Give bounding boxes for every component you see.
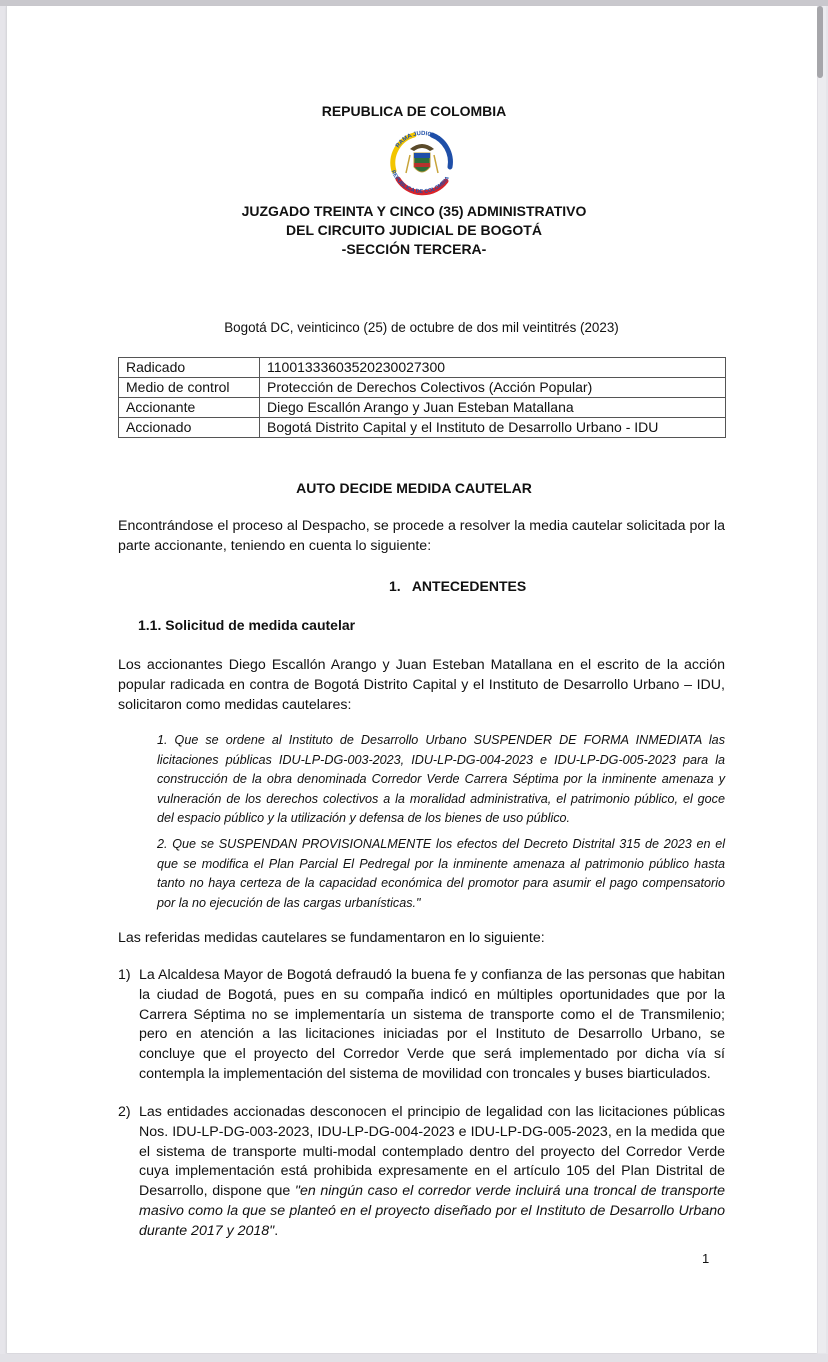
item-text-trailing: .	[274, 1222, 279, 1239]
document-title: AUTO DECIDE MEDIDA CAUTELAR	[296, 480, 532, 496]
section-heading-antecedentes: 1. ANTECEDENTES	[389, 578, 527, 594]
table-row	[119, 378, 726, 398]
court-section: -SECCIÓN TERCERA-	[341, 241, 487, 257]
date-line: Bogotá DC, veinticinco (25) de octubre de dos mil veintitrés (2023)	[224, 320, 619, 335]
row-label: Medio de control	[119, 378, 260, 398]
item-number: 2)	[118, 1104, 131, 1120]
row-value: 11001333603520230027300	[260, 358, 726, 378]
grounds-intro: Las referidas medidas cautelares se fundamentaron en lo siguiente:	[118, 930, 545, 946]
item-text-quote: "en ningún caso el corredor verde incluirá una troncal de transporte masivo como la que se planteó en el proyecto diseñado por el Instituto de Desarrollo Urbano durante 2017 y 2018"	[139, 1183, 726, 1239]
ground-item-1	[118, 966, 725, 1085]
quoted-request-1: 1. Que se ordene al Instituto de Desarrollo Urbano SUSPENDER DE FORMA INMEDIATA las licitaciones públicas IDU-LP-DG-003-2023, IDU-LP-DG-004-2023 e IDU-LP-DG-005-2023 para la construcción de la obra denominada Corredor Verde Carrera Séptima por la inminente amenaza y vulneración de los derechos colectivos a la moralidad administrativa, el patrimonio público, el goce del espacio público y la utilización y defensa de los bienes de uso público.	[157, 733, 725, 826]
accionantes-paragraph: Los accionantes Diego Escallón Arango y Juan Esteban Matallana en el escrito de la acción popular radicada en contra de Bogotá Distrito Capital y el Instituto de Desarrollo Urbano – IDU, solicitaron como medidas cautelares:	[118, 657, 725, 713]
row-value: Bogotá Distrito Capital y el Instituto de Desarrollo Urbano - IDU	[260, 418, 726, 438]
item-text: La Alcaldesa Mayor de Bogotá defraudó la buena fe y confianza de las personas que habitan la ciudad de Bogotá, pues en su compaña indicó en múltiples oportunidades que por la Carrera Séptima no se implementaría un sistema de transporte como el de Transmilenio; pero en atención a las licitaciones iniciadas por el Instituto de Desarrollo Urbano, se concluye que el proyecto del Corredor Verde que será implementado por dicha vía sí contempla la implementación del sistema de movilidad con troncales y buses biarticulados.	[139, 967, 725, 1082]
viewer-bottom-edge	[0, 1354, 828, 1362]
country-heading: REPUBLICA DE COLOMBIA	[321, 103, 507, 119]
row-value: Diego Escallón Arango y Juan Esteban Matallana	[260, 398, 726, 418]
table-row	[119, 418, 726, 438]
item-text-plain: Las entidades accionadas desconocen el principio de legalidad con las licitaciones públicas Nos. IDU-LP-DG-003-2023, IDU-LP-DG-004-2023 e IDU-LP-DG-005-2023, en la medida que el sistema de transporte multi-modal contemplado dentro del proyecto del Corredor Verde cuya implementación está prohibida expresamente en el artículo 105 del Plan Distrital de Desarrollo, dispone que	[139, 1104, 725, 1200]
court-name-line1: JUZGADO TREINTA Y CINCO (35) ADMINISTRATIVO	[241, 203, 587, 219]
svg-text:REPUBLICA DE COLOMBIA: REPUBLICA DE COLOMBIA	[389, 169, 451, 196]
table-row	[119, 398, 726, 418]
rama-judicial-seal-icon	[380, 127, 464, 197]
case-info-table	[118, 357, 726, 438]
quoted-request-2: 2. Que se SUSPENDAN PROVISIONALMENTE los efectos del Decreto Distrital 315 de 2023 en el que se modifica el Plan Parcial El Pedregal por la inminente amenaza al patrimonio público hasta tanto no haya certeza de la capacidad económica del promotor para asumir el pago compensatorio por la no ejecución de las cargas urbanísticas."	[157, 837, 725, 910]
table-row	[119, 358, 726, 378]
ground-item-2	[118, 1103, 725, 1242]
item-text	[139, 1103, 725, 1242]
row-value: Protección de Derechos Colectivos (Acción Popular)	[260, 378, 726, 398]
court-name-line2: DEL CIRCUITO JUDICIAL DE BOGOTÁ	[286, 222, 542, 238]
row-label: Accionado	[119, 418, 260, 438]
row-label: Accionante	[119, 398, 260, 418]
scrollbar-thumb[interactable]	[817, 6, 823, 78]
item-number: 1)	[118, 967, 131, 983]
subsection-heading: 1.1. Solicitud de medida cautelar	[138, 617, 356, 633]
page-number: 1	[702, 1251, 710, 1266]
intro-paragraph: Encontrándose el proceso al Despacho, se procede a resolver la media cautelar solicitada por la parte accionante, teniendo en cuenta lo siguiente:	[118, 518, 725, 554]
row-label: Radicado	[119, 358, 260, 378]
svg-text:RAMA JUDICIAL: RAMA JUDICIAL	[395, 130, 443, 150]
